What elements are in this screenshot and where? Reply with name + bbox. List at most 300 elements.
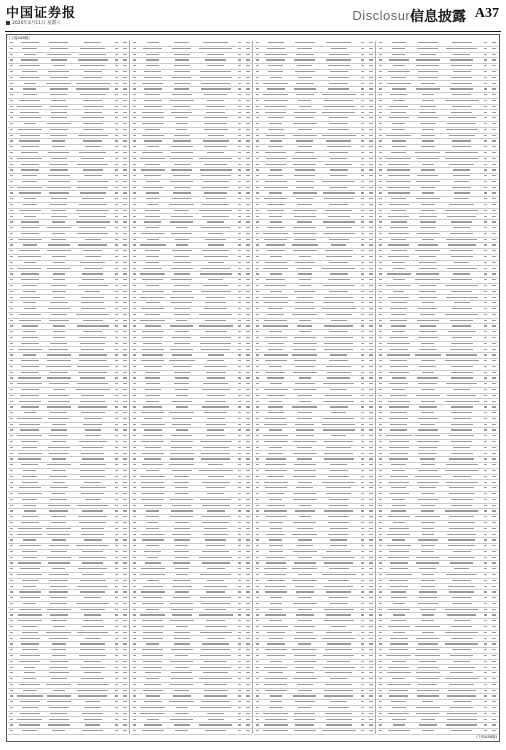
text-line-placeholder <box>328 522 349 523</box>
table-cell <box>8 216 15 219</box>
text-line-placeholder <box>238 551 242 552</box>
table-cell <box>8 88 15 91</box>
text-line-placeholder <box>123 510 127 511</box>
table-cell <box>8 632 15 635</box>
text-line-placeholder <box>115 268 119 269</box>
text-line-placeholder <box>142 539 164 540</box>
text-line-placeholder <box>115 464 119 465</box>
text-line-placeholder <box>246 441 250 442</box>
table-cell <box>244 297 252 300</box>
text-line-placeholder <box>207 395 225 396</box>
table-cell <box>73 539 112 542</box>
text-line-placeholder <box>83 123 103 124</box>
text-line-placeholder <box>323 192 355 193</box>
table-cell <box>131 719 138 722</box>
text-line-placeholder <box>133 192 137 193</box>
text-line-placeholder <box>322 424 356 425</box>
text-line-placeholder <box>142 730 164 731</box>
table-cell <box>235 568 243 571</box>
text-line-placeholder <box>361 366 365 367</box>
text-line-placeholder <box>238 591 242 592</box>
table-cell <box>44 112 73 115</box>
text-line-placeholder <box>246 360 250 361</box>
table-cell <box>384 88 413 91</box>
text-line-placeholder <box>123 522 127 523</box>
text-line-placeholder <box>85 724 101 725</box>
text-line-placeholder <box>133 198 137 199</box>
table-cell <box>367 354 375 357</box>
text-line-placeholder <box>295 42 315 43</box>
text-line-placeholder <box>10 591 14 592</box>
table-cell <box>367 83 375 86</box>
text-line-placeholder <box>246 181 250 182</box>
text-line-placeholder <box>80 401 105 402</box>
table-cell <box>15 273 44 276</box>
table-cell <box>8 406 15 409</box>
table-cell <box>384 158 413 161</box>
table-cell <box>254 192 261 195</box>
text-line-placeholder <box>146 54 159 55</box>
text-line-placeholder <box>361 198 365 199</box>
text-line-placeholder <box>361 360 365 361</box>
text-line-placeholder <box>268 146 283 147</box>
text-line-placeholder <box>265 464 286 465</box>
table-cell <box>131 112 138 115</box>
table-cell <box>196 158 235 161</box>
text-line-placeholder <box>146 256 159 257</box>
table-cell <box>319 568 358 571</box>
table-cell <box>196 505 235 508</box>
table-cell <box>167 632 196 635</box>
table-cell <box>131 268 138 271</box>
text-line-placeholder <box>268 308 283 309</box>
text-line-placeholder <box>264 510 287 511</box>
text-line-placeholder <box>174 632 190 633</box>
table-cell <box>367 366 375 369</box>
text-line-placeholder <box>369 719 373 720</box>
text-line-placeholder <box>369 164 373 165</box>
text-line-placeholder <box>246 626 250 627</box>
text-line-placeholder <box>393 65 405 66</box>
table-cell <box>121 140 129 143</box>
text-line-placeholder <box>263 233 288 234</box>
text-line-placeholder <box>115 198 119 199</box>
text-line-placeholder <box>294 470 316 471</box>
table-cell <box>167 499 196 502</box>
table-cell <box>254 724 261 727</box>
table-cell <box>261 458 290 461</box>
text-line-placeholder <box>293 389 316 390</box>
table-cell <box>121 152 129 155</box>
text-line-placeholder <box>123 389 127 390</box>
text-line-placeholder <box>246 505 250 506</box>
table-cell <box>121 458 129 461</box>
text-line-placeholder <box>292 314 317 315</box>
table-cell <box>319 349 358 352</box>
text-line-placeholder <box>296 487 313 488</box>
text-line-placeholder <box>202 250 229 251</box>
text-line-placeholder <box>238 54 242 55</box>
table-cell <box>8 574 15 577</box>
text-line-placeholder <box>270 695 282 696</box>
text-line-placeholder <box>23 204 37 205</box>
table-cell <box>196 493 235 496</box>
table-cell <box>44 65 73 68</box>
text-line-placeholder <box>23 470 36 471</box>
table-cell <box>196 667 235 670</box>
text-line-placeholder <box>263 94 288 95</box>
text-line-placeholder <box>123 83 127 84</box>
text-line-placeholder <box>369 71 373 72</box>
table-cell <box>235 464 243 467</box>
table-cell <box>167 285 196 288</box>
table-cell <box>290 337 319 340</box>
table-cell <box>44 117 73 120</box>
table-cell <box>167 638 196 641</box>
text-line-placeholder <box>361 175 365 176</box>
table-cell <box>377 135 384 138</box>
table-cell <box>358 591 366 594</box>
table-cell <box>121 395 129 398</box>
table-cell <box>15 227 44 230</box>
table-cell <box>112 713 120 716</box>
table-cell <box>44 175 73 178</box>
table-cell <box>358 59 366 62</box>
table-cell <box>244 42 252 45</box>
text-line-placeholder <box>256 349 260 350</box>
text-line-placeholder <box>51 158 67 159</box>
text-line-placeholder <box>246 476 250 477</box>
text-line-placeholder <box>379 54 383 55</box>
text-line-placeholder <box>295 117 314 118</box>
table-cell <box>481 71 489 74</box>
text-line-placeholder <box>133 597 137 598</box>
table-cell <box>319 655 358 658</box>
table-cell <box>44 545 73 548</box>
table-cell <box>319 649 358 652</box>
text-line-placeholder <box>450 88 473 89</box>
table-cell <box>377 65 384 68</box>
table-cell <box>235 297 243 300</box>
text-line-placeholder <box>328 129 350 130</box>
text-line-placeholder <box>21 464 38 465</box>
text-line-placeholder <box>379 106 383 107</box>
table-cell <box>121 192 129 195</box>
text-line-placeholder <box>17 574 42 575</box>
table-cell <box>377 59 384 62</box>
text-line-placeholder <box>22 181 37 182</box>
table-cell <box>15 574 44 577</box>
text-line-placeholder <box>80 464 106 465</box>
text-line-placeholder <box>50 106 68 107</box>
table-cell <box>8 389 15 392</box>
text-line-placeholder <box>79 204 107 205</box>
text-line-placeholder <box>492 100 496 101</box>
text-line-placeholder <box>140 158 165 159</box>
table-cell <box>196 557 235 560</box>
text-line-placeholder <box>361 256 365 257</box>
text-line-placeholder <box>123 591 127 592</box>
table-cell <box>73 586 112 589</box>
table-cell <box>254 429 261 432</box>
table-cell <box>290 152 319 155</box>
text-line-placeholder <box>452 42 472 43</box>
table-cell <box>8 626 15 629</box>
text-line-placeholder <box>256 204 260 205</box>
table-cell <box>167 366 196 369</box>
table-cell <box>138 395 167 398</box>
text-line-placeholder <box>172 534 191 535</box>
table-cell <box>196 331 235 334</box>
text-line-placeholder <box>146 285 159 286</box>
table-cell <box>44 250 73 253</box>
table-cell <box>8 614 15 617</box>
table-cell <box>367 493 375 496</box>
text-line-placeholder <box>329 597 348 598</box>
table-cell <box>358 140 366 143</box>
table-cell <box>112 279 120 282</box>
text-line-placeholder <box>201 349 230 350</box>
text-line-placeholder <box>49 349 68 350</box>
table-cell <box>254 574 261 577</box>
text-line-placeholder <box>256 458 260 459</box>
table-cell <box>131 233 138 236</box>
text-line-placeholder <box>419 112 436 113</box>
table-cell <box>290 441 319 444</box>
table-cell <box>121 366 129 369</box>
text-line-placeholder <box>294 655 316 656</box>
text-line-placeholder <box>144 418 163 419</box>
text-line-placeholder <box>324 349 353 350</box>
text-line-placeholder <box>484 83 488 84</box>
text-line-placeholder <box>369 522 373 523</box>
table-cell <box>167 655 196 658</box>
table-cell <box>121 724 129 727</box>
text-line-placeholder <box>369 493 373 494</box>
text-line-placeholder <box>123 458 127 459</box>
table-cell <box>235 94 243 97</box>
text-line-placeholder <box>267 632 285 633</box>
text-line-placeholder <box>369 106 373 107</box>
table-cell <box>44 528 73 531</box>
text-line-placeholder <box>361 250 365 251</box>
text-line-placeholder <box>323 383 354 384</box>
text-line-placeholder <box>115 412 119 413</box>
table-cell <box>15 88 44 91</box>
text-line-placeholder <box>201 268 229 269</box>
table-cell <box>112 302 120 305</box>
text-line-placeholder <box>174 528 190 529</box>
table-cell <box>367 603 375 606</box>
text-line-placeholder <box>133 331 137 332</box>
table-cell <box>490 169 498 172</box>
text-line-placeholder <box>238 135 242 136</box>
table-cell <box>413 83 442 86</box>
table-cell <box>73 383 112 386</box>
table-cell <box>254 366 261 369</box>
table-cell <box>131 164 138 167</box>
text-line-placeholder <box>10 308 14 309</box>
table-cell <box>73 285 112 288</box>
text-line-placeholder <box>24 83 36 84</box>
table-cell <box>384 106 413 109</box>
text-line-placeholder <box>246 192 250 193</box>
table-cell <box>121 418 129 421</box>
text-line-placeholder <box>256 424 260 425</box>
text-line-placeholder <box>264 568 287 569</box>
table-cell <box>235 713 243 716</box>
table-cell <box>8 221 15 224</box>
table-cell <box>44 586 73 589</box>
table-cell <box>244 568 252 571</box>
text-line-placeholder <box>238 424 242 425</box>
table-cell <box>15 406 44 409</box>
text-line-placeholder <box>256 152 260 153</box>
text-line-placeholder <box>329 54 349 55</box>
table-cell <box>121 221 129 224</box>
text-line-placeholder <box>256 551 260 552</box>
table-cell <box>138 233 167 236</box>
table-cell <box>121 123 129 126</box>
table-cell <box>44 389 73 392</box>
text-line-placeholder <box>264 100 288 101</box>
table-cell <box>358 256 366 259</box>
text-line-placeholder <box>10 626 14 627</box>
text-line-placeholder <box>264 424 287 425</box>
table-cell <box>244 135 252 138</box>
text-line-placeholder <box>123 638 127 639</box>
text-line-placeholder <box>10 713 14 714</box>
table-cell <box>367 140 375 143</box>
table-cell <box>131 377 138 380</box>
table-cell <box>131 522 138 525</box>
table-cell <box>367 325 375 328</box>
text-line-placeholder <box>22 325 38 326</box>
table-cell <box>131 713 138 716</box>
text-line-placeholder <box>145 129 160 130</box>
text-line-placeholder <box>330 175 347 176</box>
table-cell <box>131 343 138 346</box>
text-line-placeholder <box>80 487 106 488</box>
table-cell <box>290 77 319 80</box>
text-line-placeholder <box>267 643 285 644</box>
text-line-placeholder <box>115 164 119 165</box>
text-line-placeholder <box>174 187 190 188</box>
table-cell <box>319 505 358 508</box>
text-line-placeholder <box>144 684 161 685</box>
table-cell <box>8 713 15 716</box>
text-line-placeholder <box>379 77 383 78</box>
table-cell <box>442 88 481 91</box>
table-column-block <box>377 41 498 734</box>
table-cell <box>73 487 112 490</box>
table-cell <box>290 42 319 45</box>
table-cell <box>44 337 73 340</box>
text-line-placeholder <box>297 268 312 269</box>
text-line-placeholder <box>361 424 365 425</box>
text-line-placeholder <box>115 516 119 517</box>
table-cell <box>131 591 138 594</box>
text-line-placeholder <box>369 372 373 373</box>
text-line-placeholder <box>145 377 160 378</box>
text-line-placeholder <box>78 135 108 136</box>
table-cell <box>367 401 375 404</box>
table-cell <box>167 349 196 352</box>
table-cell <box>261 308 290 311</box>
text-line-placeholder <box>10 401 14 402</box>
table-cell <box>235 487 243 490</box>
table-cell <box>131 586 138 589</box>
text-line-placeholder <box>369 690 373 691</box>
text-line-placeholder <box>294 216 316 217</box>
text-line-placeholder <box>361 586 365 587</box>
text-line-placeholder <box>199 210 232 211</box>
table-cell <box>73 100 112 103</box>
text-line-placeholder <box>123 152 127 153</box>
table-cell <box>254 545 261 548</box>
text-line-placeholder <box>361 591 365 592</box>
text-line-placeholder <box>123 169 127 170</box>
text-line-placeholder <box>238 158 242 159</box>
table-cell <box>121 441 129 444</box>
text-line-placeholder <box>326 314 352 315</box>
text-line-placeholder <box>201 603 229 604</box>
text-line-placeholder <box>369 308 373 309</box>
table-cell <box>121 94 129 97</box>
table-cell <box>8 499 15 502</box>
text-line-placeholder <box>10 187 14 188</box>
table-cell <box>235 510 243 513</box>
table-cell <box>261 470 290 473</box>
table-cell <box>73 562 112 565</box>
table-cell <box>112 117 120 120</box>
table-cell <box>44 123 73 126</box>
text-line-placeholder <box>256 175 260 176</box>
text-line-placeholder <box>369 88 373 89</box>
table-cell <box>8 591 15 594</box>
text-line-placeholder <box>369 65 373 66</box>
text-line-placeholder <box>10 429 14 430</box>
text-line-placeholder <box>369 412 373 413</box>
table-cell <box>196 256 235 259</box>
table-cell <box>15 389 44 392</box>
table-cell <box>112 464 120 467</box>
table-cell <box>121 146 129 149</box>
text-line-placeholder <box>176 395 188 396</box>
text-line-placeholder <box>123 59 127 60</box>
text-line-placeholder <box>361 216 365 217</box>
text-line-placeholder <box>295 302 314 303</box>
text-line-placeholder <box>20 701 39 702</box>
table-cell <box>290 123 319 126</box>
text-line-placeholder <box>51 314 67 315</box>
text-line-placeholder <box>115 638 119 639</box>
text-line-placeholder <box>82 510 103 511</box>
table-cell <box>254 129 261 132</box>
text-line-placeholder <box>361 297 365 298</box>
text-line-placeholder <box>246 632 250 633</box>
table-cell <box>254 158 261 161</box>
text-line-placeholder <box>49 672 69 673</box>
table-cell <box>413 54 442 57</box>
text-line-placeholder <box>361 672 365 673</box>
table-cell <box>8 112 15 115</box>
table-cell <box>367 499 375 502</box>
table-cell <box>254 695 261 698</box>
table-cell <box>138 291 167 294</box>
table-cell <box>44 372 73 375</box>
text-line-placeholder <box>369 424 373 425</box>
